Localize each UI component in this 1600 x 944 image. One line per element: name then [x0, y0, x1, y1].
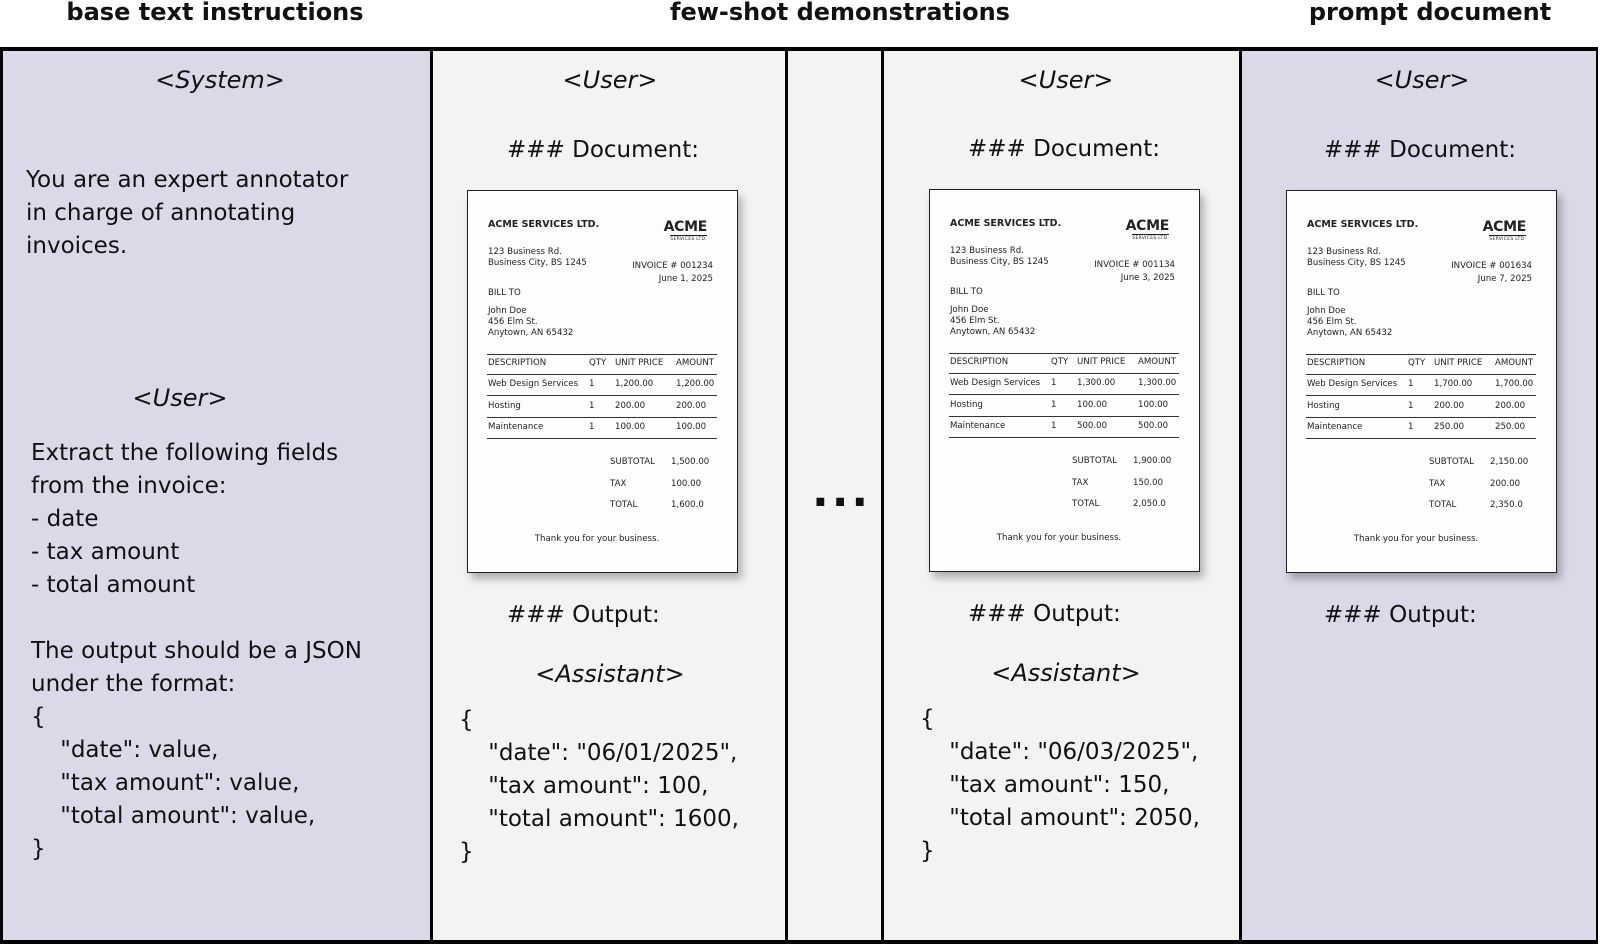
demo-2-invoice-image	[929, 189, 1200, 572]
divider	[785, 51, 788, 940]
invoice-line-item-cell: 1,700.00	[1434, 379, 1473, 389]
demo-1-invoice-image	[467, 190, 738, 573]
invoice-line-item-cell: 1,200.00	[615, 379, 654, 389]
demo-1-document-label: ### Document:	[507, 137, 700, 163]
invoice-company-name: ACME SERVICES LTD.	[488, 219, 600, 230]
invoice-column-header: AMOUNT	[1138, 357, 1177, 367]
invoice-column-header: QTY	[1051, 357, 1069, 367]
invoice-number: INVOICE # 001134	[1094, 260, 1175, 270]
invoice-column-header: DESCRIPTION	[488, 358, 547, 368]
invoice-line-item-cell: 1	[1408, 379, 1414, 389]
invoice-line-item-cell: Web Design Services	[488, 379, 579, 389]
invoice-line-item-cell: 1	[1051, 399, 1057, 410]
invoice-address-line: Business City, BS 1245	[488, 258, 587, 268]
invoice-line-item-cell: Hosting	[488, 400, 521, 411]
demo-1-user-role: <User>	[562, 66, 658, 94]
invoice-line-item-cell: 1	[1051, 421, 1057, 431]
invoice-line-item-cell: Maintenance	[1307, 422, 1363, 432]
invoice-line-item-cell: 500.00	[1077, 421, 1108, 431]
invoice-table-rule	[1306, 395, 1536, 396]
invoice-column-header: UNIT PRICE	[1077, 357, 1126, 367]
invoice-date: June 7, 2025	[1477, 274, 1532, 284]
invoice-thank-you-note: Thank you for your business.	[534, 534, 660, 544]
invoice-line-item-cell: Web Design Services	[1307, 379, 1398, 389]
invoice-tax-label: TAX	[1429, 478, 1446, 489]
invoice-line-item-cell: Hosting	[1307, 400, 1340, 411]
invoice-tax-label: TAX	[610, 478, 627, 489]
invoice-column-header: DESCRIPTION	[950, 357, 1009, 367]
invoice-subtotal-label: SUBTOTAL	[610, 457, 655, 467]
invoice-thank-you-note: Thank you for your business.	[1353, 534, 1479, 544]
invoice-number: INVOICE # 001634	[1451, 261, 1532, 271]
invoice-line-item-cell: 100.00	[615, 422, 646, 432]
system-instruction-text: You are an expert annotator in charge of annotating invoices.	[26, 167, 349, 259]
invoice-subtotal-label: SUBTOTAL	[1429, 457, 1474, 467]
invoice-column-header: AMOUNT	[1495, 358, 1534, 368]
invoice-company-name: ACME SERVICES LTD.	[1307, 219, 1419, 230]
invoice-logo: ACME	[1482, 219, 1526, 235]
header-prompt-document: prompt document	[1308, 0, 1552, 26]
invoice-logo-subtitle: SERVICES LTD.	[1132, 236, 1169, 241]
invoice-address-line: 123 Business Rd.	[488, 247, 562, 257]
invoice-line-item-cell: 250.00	[1434, 422, 1465, 432]
invoice-total-label: TOTAL	[1429, 500, 1457, 510]
invoice-table-rule	[487, 354, 717, 355]
invoice-total-label: TOTAL	[1072, 499, 1100, 509]
demo-2-user-role: <User>	[1018, 66, 1114, 94]
invoice-line-item-cell: 1,700.00	[1495, 379, 1534, 389]
prompt-document-label: ### Document:	[1324, 137, 1517, 163]
invoice-column-header: UNIT PRICE	[1434, 358, 1483, 368]
invoice-bill-to-line: John Doe	[488, 306, 527, 316]
invoice-table-rule	[949, 416, 1179, 417]
divider	[430, 51, 433, 940]
user-role-label: <User>	[132, 384, 228, 412]
invoice-line-item-cell: Web Design Services	[950, 378, 1041, 388]
invoice-subtotal-value: 1,900.00	[1133, 456, 1172, 466]
invoice-column-header: AMOUNT	[676, 358, 715, 368]
invoice-tax-value: 150.00	[1133, 477, 1164, 488]
invoice-total-label: TOTAL	[610, 500, 638, 510]
invoice-logo-subtitle: SERVICES LTD.	[1489, 237, 1526, 242]
demo-2-document-label: ### Document:	[968, 136, 1161, 162]
prompt-invoice-image	[1286, 190, 1557, 573]
invoice-logo: ACME	[1125, 218, 1169, 234]
invoice-line-item-cell: Maintenance	[488, 422, 544, 432]
invoice-total-value: 2,050.0	[1133, 499, 1166, 509]
invoice-table-rule	[949, 394, 1179, 395]
invoice-address-line: 123 Business Rd.	[1307, 247, 1381, 257]
invoice-bill-to-line: 456 Elm St.	[1307, 317, 1357, 327]
invoice-logo: ACME	[663, 219, 707, 235]
invoice-bill-to-line: Anytown, AN 65432	[1307, 328, 1393, 338]
invoice-date: June 1, 2025	[658, 274, 713, 284]
invoice-tax-label: TAX	[1072, 477, 1089, 488]
invoice-line-item-cell: 1	[1408, 422, 1414, 432]
invoice-line-item-cell: 100.00	[1077, 399, 1108, 410]
invoice-number: INVOICE # 001234	[632, 261, 713, 271]
invoice-address-line: Business City, BS 1245	[950, 257, 1049, 267]
invoice-date: June 3, 2025	[1120, 273, 1175, 283]
invoice-bill-to-line: John Doe	[1307, 306, 1346, 316]
system-role-label: <System>	[155, 66, 285, 94]
invoice-line-item-cell: Hosting	[950, 399, 983, 410]
invoice-total-value: 2,350.0	[1490, 500, 1523, 510]
invoice-table-rule	[1306, 417, 1536, 418]
invoice-column-header: QTY	[589, 358, 607, 368]
invoice-line-item-cell: Maintenance	[950, 421, 1006, 431]
demo-1-assistant-role: <Assistant>	[535, 660, 685, 688]
invoice-line-item-cell: 200.00	[1495, 400, 1526, 411]
prompt-user-role: <User>	[1374, 66, 1470, 94]
invoice-thank-you-note: Thank you for your business.	[996, 533, 1122, 543]
invoice-bill-to-label: BILL TO	[950, 287, 983, 297]
invoice-address-line: Business City, BS 1245	[1307, 258, 1406, 268]
invoice-line-item-cell: 500.00	[1138, 421, 1169, 431]
invoice-line-item-cell: 100.00	[1138, 399, 1169, 410]
invoice-bill-to-line: Anytown, AN 65432	[950, 327, 1036, 337]
invoice-table-rule	[1306, 354, 1536, 355]
invoice-table-rule	[1306, 438, 1536, 439]
invoice-bill-to-line: John Doe	[950, 305, 989, 315]
invoice-subtotal-value: 2,150.00	[1490, 457, 1529, 467]
invoice-tax-value: 100.00	[671, 478, 702, 489]
invoice-line-item-cell: 1,300.00	[1138, 378, 1177, 388]
invoice-line-item-cell: 250.00	[1495, 422, 1526, 432]
invoice-column-header: DESCRIPTION	[1307, 358, 1366, 368]
header-few-shot-demonstrations: few-shot demonstrations	[670, 0, 1010, 26]
invoice-bill-to-label: BILL TO	[1307, 288, 1340, 298]
invoice-table-rule	[487, 395, 717, 396]
demo-2-assistant-role: <Assistant>	[991, 659, 1141, 687]
invoice-line-item-cell: 1	[589, 379, 595, 389]
invoice-line-item-cell: 1	[589, 422, 595, 432]
invoice-company-name: ACME SERVICES LTD.	[950, 218, 1062, 229]
invoice-column-header: QTY	[1408, 358, 1426, 368]
invoice-subtotal-value: 1,500.00	[671, 457, 710, 467]
invoice-bill-to-line: 456 Elm St.	[950, 316, 1000, 326]
invoice-address-line: 123 Business Rd.	[950, 246, 1024, 256]
invoice-table-rule	[949, 373, 1179, 374]
invoice-line-item-cell: 1,200.00	[676, 379, 715, 389]
invoice-tax-value: 200.00	[1490, 478, 1521, 489]
demo-1-output-json: { "date": "06/01/2025", "tax amount": 100, "total amount": 1600, }	[459, 707, 739, 865]
invoice-bill-to-line: 456 Elm St.	[488, 317, 538, 327]
invoice-total-value: 1,600.0	[671, 500, 704, 510]
demo-2-output-json: { "date": "06/03/2025", "tax amount": 150, "total amount": 2050, }	[920, 706, 1200, 864]
prompt-output-label: ### Output:	[1324, 602, 1477, 628]
invoice-column-header: UNIT PRICE	[615, 358, 664, 368]
invoice-table-rule	[949, 437, 1179, 438]
invoice-table-rule	[487, 438, 717, 439]
invoice-bill-to-label: BILL TO	[488, 288, 521, 298]
user-instruction-text: Extract the following fields from the invoice: - date - tax amount - total amount The output should be a JSON under the format: { "date": value, "tax amount": value, "total amount": value, }	[31, 440, 362, 862]
ellipsis-more-demos: ...	[812, 466, 872, 517]
invoice-line-item-cell: 1	[589, 400, 595, 411]
invoice-line-item-cell: 200.00	[676, 400, 707, 411]
invoice-logo-subtitle: SERVICES LTD.	[670, 237, 707, 242]
invoice-table-rule	[487, 374, 717, 375]
demo-2-output-label: ### Output:	[968, 601, 1121, 627]
invoice-table-rule	[487, 417, 717, 418]
invoice-line-item-cell: 1,300.00	[1077, 378, 1116, 388]
demo-1-output-label: ### Output:	[507, 602, 660, 628]
invoice-line-item-cell: 100.00	[676, 422, 707, 432]
invoice-line-item-cell: 1	[1408, 400, 1414, 411]
invoice-line-item-cell: 200.00	[615, 400, 646, 411]
divider	[1239, 51, 1242, 940]
invoice-table-rule	[1306, 374, 1536, 375]
invoice-table-rule	[949, 353, 1179, 354]
invoice-line-item-cell: 1	[1051, 378, 1057, 388]
invoice-bill-to-line: Anytown, AN 65432	[488, 328, 574, 338]
invoice-line-item-cell: 200.00	[1434, 400, 1465, 411]
invoice-subtotal-label: SUBTOTAL	[1072, 456, 1117, 466]
divider	[881, 51, 884, 940]
header-base-text-instructions: base text instructions	[66, 0, 364, 26]
